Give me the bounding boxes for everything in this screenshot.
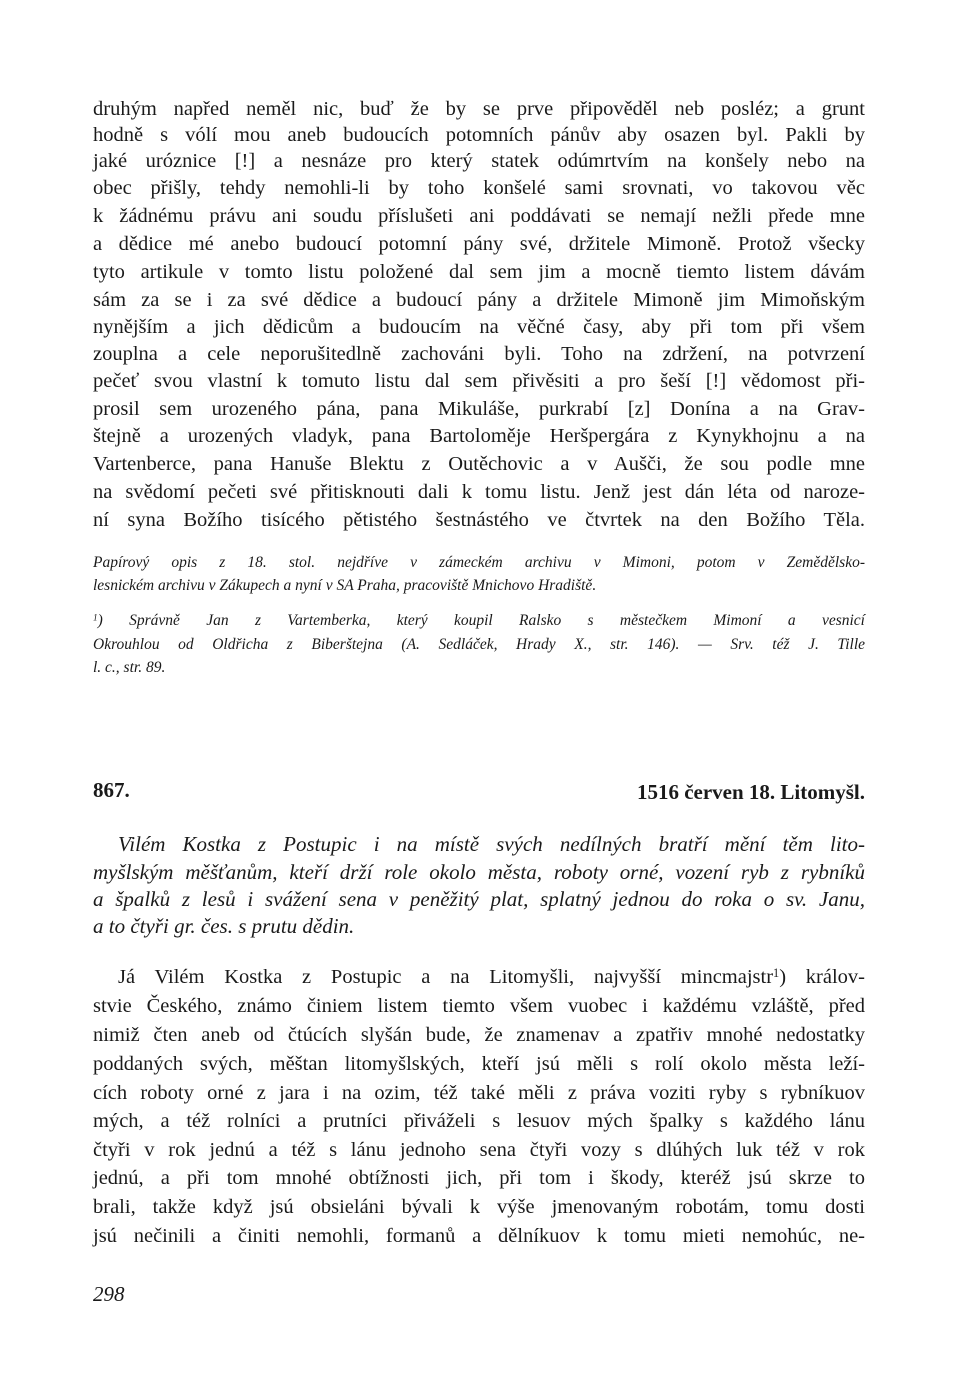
text-line: obec přišly, tehdy nemohli-li by toho konšelé sami srovnati, vo takovou věc <box>93 177 865 199</box>
text-line: hodně s vólí mou aneb budoucích potomních pánův aby osazen byl. Pakli by <box>93 124 865 146</box>
text-line: jaké uróznice [!] a nesnáze pro který statek odúmrtvím na konšely nebo na <box>93 150 865 172</box>
text-line: zouplna a cele neporušitedlně zachováni byli. Toho na zdržení, na potvrzení <box>93 343 865 365</box>
page-number: 298 <box>93 1282 125 1306</box>
text-line: Vartenberce, pana Hanuše Blektu z Outěchovic a v Aušči, že sou podle mne <box>93 453 865 475</box>
text-line: nynějším a jich dědicům a budoucím na věčné časy, aby při tom při všem <box>93 316 865 338</box>
text-line: cích roboty orné z jara i na ozim, též také měli z práva voziti ryby s rybníkuov <box>93 1082 865 1104</box>
text-line: stvie Českého, známo činiem listem tiemto všem vuobec i každému vzláště, před <box>93 995 865 1017</box>
text-line: pečeť svou vlastní k tomuto listu dal sem přivěsiti a pro šeší [!] vědomost při- <box>93 370 865 392</box>
text-line: brali, takže když jsú obsieláni bývali k výše jmenovaným robotám, tomu dosti <box>93 1196 865 1218</box>
footnote-marker: 1 <box>93 613 98 624</box>
text-line: mých, a též rolníci a prutníci přiváželi s lesuov mých špalky s každého lánu <box>93 1110 865 1132</box>
text-line: a dědice mé anebo budoucí potomní pány své, držitele Mimoně. Protož všecky <box>93 233 865 255</box>
summary-line: Vilém Kostka z Postupic i na místě svých nedílných bratří mění těm lito- <box>118 832 865 856</box>
text-line: prosil sem urozeného pána, pana Mikuláše, purkrabí [z] Donína a na Grav- <box>93 398 865 420</box>
text-line: jednú, a při tom mnohé obtížnosti jich, při tom i škody, kteréž jsú skrze to <box>93 1167 865 1189</box>
footnote-line: l. c., str. 89. <box>93 659 166 676</box>
footnote-line: Okrouhlou od Oldřicha z Biberštejna (A. Sedláček, Hrady X., str. 146). — Srv. též J. Tille <box>93 636 865 653</box>
text-line: nimiž čten aneb od čtúcích slyšán bude, že znamenav a zpatřiv mnohé nedostatky <box>93 1024 865 1046</box>
text-line: štejně a urozených vladyk, pana Bartoloměje Heršpergára z Kynykhojnu a na <box>93 425 865 447</box>
note-line: lesnickém archivu v Zákupech a nyní v SA Praha, pracoviště Mnichovo Hradiště. <box>93 577 597 594</box>
footnote-line: $^1$) Správně Jan z Vartemberka, který koupil Ralsko s městečkem Mimoní a vesnicí <box>93 612 865 629</box>
text-line: ní syna Božího tisícého pětistého šestnástého ve čtvrtek na den Božího Těla. <box>93 509 865 531</box>
text-line: tyto artikule v tomto listu položené dal sem jim a mocně tiemto listem dávám <box>93 261 865 283</box>
text-line: jsú nečinili a činiti nemohli, formanů a dělníkuov k tomu mieti nemohúc, ne- <box>93 1225 865 1247</box>
note-line: Papírový opis z 18. stol. nejdříve v zámeckém archivu v Mimoni, potom v Zemědělsko- <box>93 554 865 571</box>
footnote-marker: 1 <box>773 965 780 980</box>
document-date-place: 1516 červen 18. Litomyšl. <box>636 780 865 804</box>
text-line: na svědomí pečeti své přitisknouti dali k tomu listu. Jenž jest dán léta od naroze- <box>93 481 865 503</box>
text-line: čtyři v rok jednú a též s lánu jednoho sena čtyři vozy s dlúhých luk též v rok <box>93 1139 865 1161</box>
summary-line: a špalků z lesů i svážení sena v peněžitý plat, splatný jednou do roka o sv. Janu, <box>93 887 865 911</box>
document-number: 867. <box>93 778 130 802</box>
summary-line: myšlským měšťanům, kteří drží role okolo města, roboty orné, vození ryb z rybníků <box>93 860 865 884</box>
text-line: k žádnému právu ani soudu příslušeti ani poddávati se nemají nežli přede mne <box>93 205 865 227</box>
text-line: sám za se i za své dědice a budoucí pány a držitele Mimoně jim Mimoňským <box>93 289 865 311</box>
summary-line: a to čtyři gr. čes. s prutu dědin. <box>93 914 355 938</box>
text-line: druhým napřed neměl nic, buď že by se prve připověděl neb posléz; a grunt <box>93 98 865 120</box>
text-line: Já Vilém Kostka z Postupic a na Litomyšli, najvyšší mincmajstr$^1$) králov- <box>118 965 865 988</box>
text-line: poddaných svých, měštan litomyšlských, kteří jsú měli s rolí okolo města leží- <box>93 1053 865 1075</box>
